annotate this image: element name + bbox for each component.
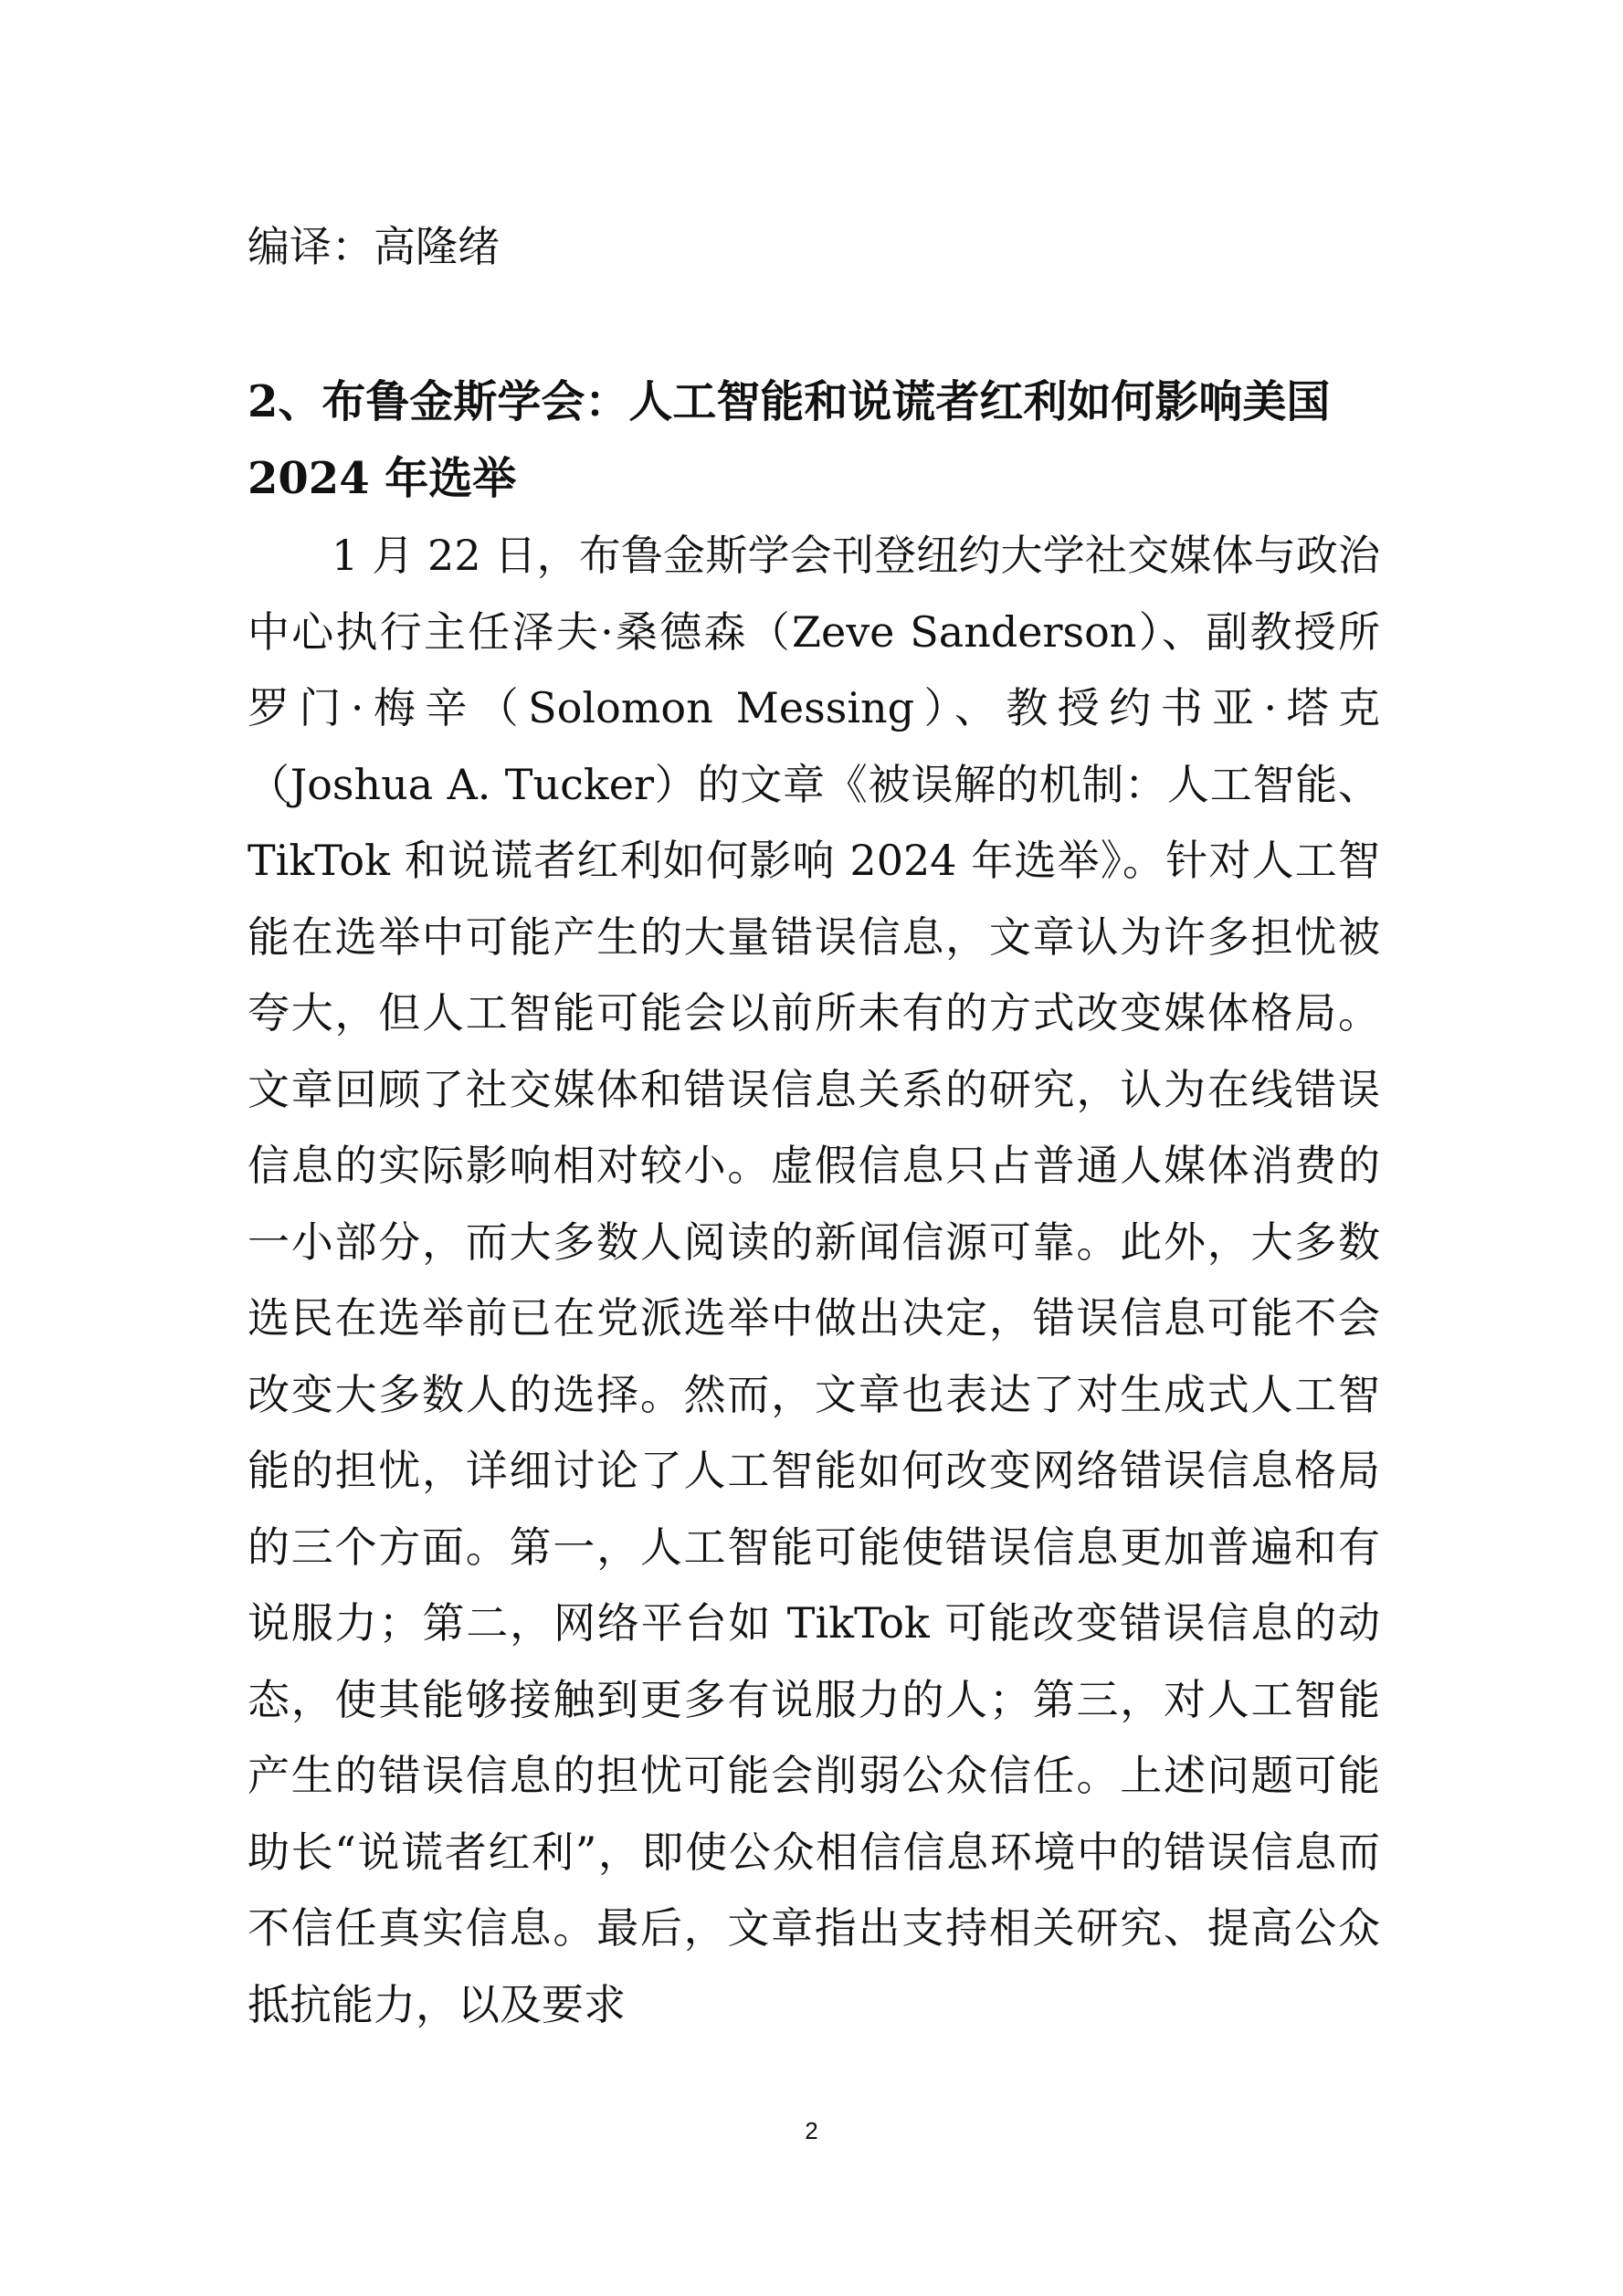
body-paragraph: 1 月 22 日，布鲁金斯学会刊登纽约大学社交媒体与政治中心执行主任泽夫·桑德森（Zeve Sanderson）、副教授所罗门·梅辛（Solomon Messing）、教授约书亚·塔克（Joshua A. Tucker）的文章《被误解的机制：人工智能、TikTok 和说谎者红利如何影响 2024 年选举》。针对人工智能在选举中可能产生的大量错误信息，文章认为许多担忧被夸大，但人工智能可能会以前所未有的方式改变媒体格局。文章回顾了社交媒体和错误信息关系的研究，认为在线错误信息的实际影响相对较小。虚假信息只占普通人媒体消费的一小部分，而大多数人阅读的新闻信源可靠。此外，大多数选民在选举前已在党派选举中做出决定，错误信息可能不会改变大多数人的选择。然而，文章也表达了对生成式人工智能的担忧，详细讨论了人工智能如何改变网络错误信息格局的三个方面。第一，人工智能可能使错误信息更加普遍和有说服力；第二，网络平台如 TikTok 可能改变错误信息的动态，使其能够接触到更多有说服力的人；第三，对人工智能产生的错误信息的担忧可能会削弱公众信任。上述问题可能助长“说谎者红利”，即使公众相信信息环境中的错误信息而不信任真实信息。最后，文章指出支持相关研究、提高公众抵抗能力，以及要求 [248,531,1380,2029]
page-number: 2 [805,2117,818,2144]
section-title: 2、布鲁金斯学会：人工智能和说谎者红利如何影响美国 2024 年选举 [248,376,1331,504]
translator-name: 高隆绪 [374,222,500,271]
translator-line [248,208,1380,285]
translator-label: 编译： [248,222,374,271]
